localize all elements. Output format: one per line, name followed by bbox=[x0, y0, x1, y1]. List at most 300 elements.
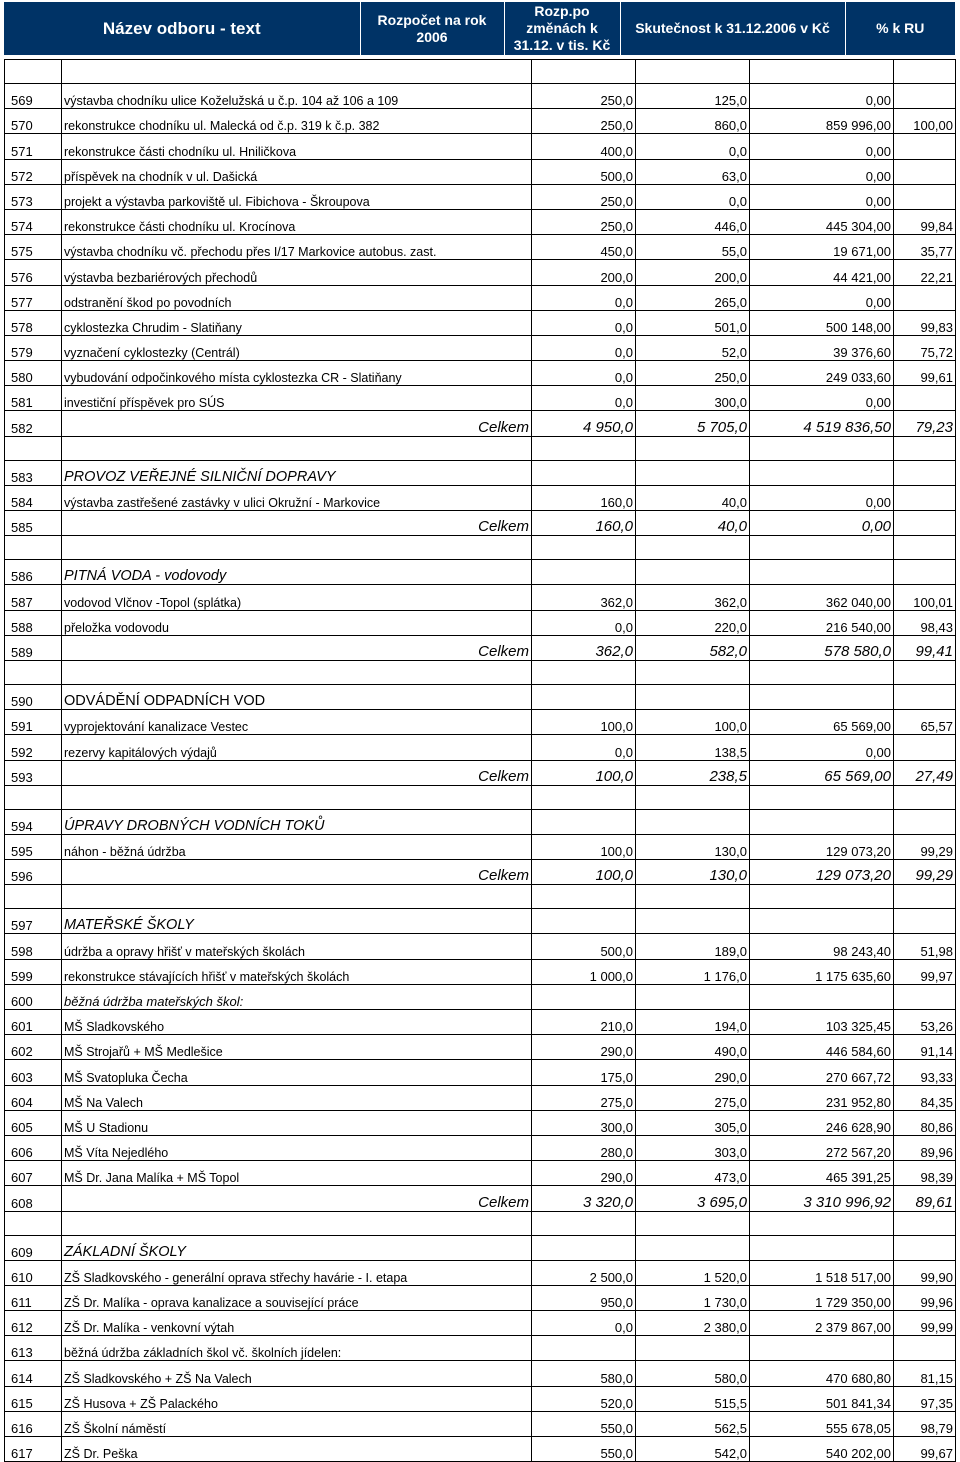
budget-value: 0,0 bbox=[532, 1311, 636, 1336]
row-number: 570 bbox=[5, 109, 62, 134]
table-row bbox=[5, 159, 956, 184]
pct-value bbox=[894, 84, 956, 109]
actual-value: 129 073,20 bbox=[750, 860, 894, 885]
row-number: 612 bbox=[5, 1311, 62, 1336]
row-text: údržba a opravy hřišť v mateřských školách bbox=[62, 934, 532, 959]
actual-value: 129 073,20 bbox=[750, 834, 894, 859]
table-row bbox=[5, 235, 956, 260]
row-text: náhon - běžná údržba bbox=[62, 834, 532, 859]
col-header-name: Název odboru - text bbox=[4, 2, 360, 55]
budget-value bbox=[532, 785, 636, 809]
row-number: 571 bbox=[5, 134, 62, 159]
changes-value: 1 176,0 bbox=[636, 959, 750, 984]
changes-value: 130,0 bbox=[636, 834, 750, 859]
changes-value: 860,0 bbox=[636, 109, 750, 134]
row-number: 602 bbox=[5, 1035, 62, 1060]
pct-value bbox=[894, 1211, 956, 1235]
changes-value: 1 730,0 bbox=[636, 1285, 750, 1310]
changes-value: 250,0 bbox=[636, 361, 750, 386]
actual-value bbox=[750, 809, 894, 834]
changes-value bbox=[636, 60, 750, 84]
budget-value: 0,0 bbox=[532, 735, 636, 760]
table-header bbox=[4, 2, 955, 55]
changes-value bbox=[636, 785, 750, 809]
budget-value bbox=[532, 1235, 636, 1260]
actual-value: 246 628,90 bbox=[750, 1110, 894, 1135]
table-row bbox=[5, 260, 956, 285]
row-number: 606 bbox=[5, 1135, 62, 1160]
changes-value: 580,0 bbox=[636, 1361, 750, 1386]
budget-value: 250,0 bbox=[532, 109, 636, 134]
section-row bbox=[5, 684, 956, 709]
changes-value: 446,0 bbox=[636, 209, 750, 234]
actual-value: 19 671,00 bbox=[750, 235, 894, 260]
spacer-row bbox=[5, 436, 956, 460]
pct-value bbox=[894, 60, 956, 84]
actual-value: 1 518 517,00 bbox=[750, 1260, 894, 1285]
row-number: 601 bbox=[5, 1010, 62, 1035]
table-row bbox=[5, 310, 956, 335]
table-row bbox=[5, 1361, 956, 1386]
pct-value bbox=[894, 134, 956, 159]
spacer-row bbox=[5, 885, 956, 909]
row-text: výstavba zastřešené zastávky v ulici Okružní - Markovice bbox=[62, 485, 532, 510]
row-number bbox=[5, 536, 62, 560]
row-number: 614 bbox=[5, 1361, 62, 1386]
changes-value: 303,0 bbox=[636, 1135, 750, 1160]
row-number bbox=[5, 436, 62, 460]
actual-value bbox=[750, 460, 894, 485]
budget-value: 210,0 bbox=[532, 1010, 636, 1035]
spacer-row bbox=[5, 660, 956, 684]
pct-value: 99,61 bbox=[894, 361, 956, 386]
row-text: ZŠ Dr. Peška bbox=[62, 1437, 532, 1462]
budget-value bbox=[532, 1336, 636, 1361]
table-row bbox=[5, 934, 956, 959]
actual-value: 103 325,45 bbox=[750, 1010, 894, 1035]
row-number: 616 bbox=[5, 1411, 62, 1436]
row-number: 576 bbox=[5, 260, 62, 285]
changes-value: 130,0 bbox=[636, 860, 750, 885]
section-row bbox=[5, 1235, 956, 1260]
row-number: 617 bbox=[5, 1437, 62, 1462]
table-row bbox=[5, 1311, 956, 1336]
row-number: 584 bbox=[5, 485, 62, 510]
actual-value bbox=[750, 660, 894, 684]
table-row bbox=[5, 1161, 956, 1186]
budget-value: 100,0 bbox=[532, 834, 636, 859]
budget-value bbox=[532, 436, 636, 460]
row-number: 607 bbox=[5, 1161, 62, 1186]
table-row bbox=[5, 485, 956, 510]
col-header-actual: Skutečnost k 31.12.2006 v Kč bbox=[620, 2, 845, 55]
row-number: 615 bbox=[5, 1386, 62, 1411]
actual-value: 231 952,80 bbox=[750, 1085, 894, 1110]
table-row bbox=[5, 1060, 956, 1085]
actual-value bbox=[750, 909, 894, 934]
pct-value bbox=[894, 436, 956, 460]
table-row bbox=[5, 735, 956, 760]
table-row bbox=[5, 1336, 956, 1361]
row-text: vybudování odpočinkového místa cyklostezka CR - Slatiňany bbox=[62, 361, 532, 386]
pct-value bbox=[894, 386, 956, 411]
row-text: MŠ Dr. Jana Malíka + MŠ Topol bbox=[62, 1161, 532, 1186]
table-row bbox=[5, 710, 956, 735]
table-row bbox=[5, 610, 956, 635]
budget-value bbox=[532, 684, 636, 709]
row-number: 595 bbox=[5, 834, 62, 859]
row-number: 596 bbox=[5, 860, 62, 885]
budget-value: 290,0 bbox=[532, 1035, 636, 1060]
actual-value: 0,00 bbox=[750, 735, 894, 760]
row-text: rekonstrukce chodníku ul. Malecká od č.p. 319 k č.p. 382 bbox=[62, 109, 532, 134]
changes-value: 100,0 bbox=[636, 710, 750, 735]
changes-value: 542,0 bbox=[636, 1437, 750, 1462]
budget-value bbox=[532, 885, 636, 909]
total-row bbox=[5, 1186, 956, 1211]
budget-value: 100,0 bbox=[532, 760, 636, 785]
changes-value: 501,0 bbox=[636, 310, 750, 335]
total-row bbox=[5, 760, 956, 785]
actual-value: 578 580,0 bbox=[750, 635, 894, 660]
row-number: 579 bbox=[5, 335, 62, 360]
budget-value: 362,0 bbox=[532, 585, 636, 610]
row-text: Celkem bbox=[62, 635, 532, 660]
changes-value: 63,0 bbox=[636, 159, 750, 184]
pct-value bbox=[894, 785, 956, 809]
pct-value: 89,61 bbox=[894, 1186, 956, 1211]
row-number: 580 bbox=[5, 361, 62, 386]
budget-value bbox=[532, 660, 636, 684]
budget-value bbox=[532, 909, 636, 934]
changes-value: 490,0 bbox=[636, 1035, 750, 1060]
pct-value: 99,90 bbox=[894, 1260, 956, 1285]
row-number: 611 bbox=[5, 1285, 62, 1310]
actual-value: 270 667,72 bbox=[750, 1060, 894, 1085]
pct-value bbox=[894, 1336, 956, 1361]
table-row bbox=[5, 1386, 956, 1411]
changes-value: 362,0 bbox=[636, 585, 750, 610]
budget-value: 0,0 bbox=[532, 335, 636, 360]
budget-value: 500,0 bbox=[532, 159, 636, 184]
table-row bbox=[5, 84, 956, 109]
row-number: 613 bbox=[5, 1336, 62, 1361]
row-text bbox=[62, 885, 532, 909]
changes-value: 3 695,0 bbox=[636, 1186, 750, 1211]
row-number: 572 bbox=[5, 159, 62, 184]
budget-value: 0,0 bbox=[532, 310, 636, 335]
row-number: 605 bbox=[5, 1110, 62, 1135]
row-text: Celkem bbox=[62, 760, 532, 785]
pct-value: 53,26 bbox=[894, 1010, 956, 1035]
row-text: přeložka vodovodu bbox=[62, 610, 532, 635]
actual-value bbox=[750, 1211, 894, 1235]
row-text: vyznačení cyklostezky (Centrál) bbox=[62, 335, 532, 360]
changes-value bbox=[636, 1211, 750, 1235]
row-text: příspěvek na chodník v ul. Dašická bbox=[62, 159, 532, 184]
row-number: 577 bbox=[5, 285, 62, 310]
pct-value bbox=[894, 809, 956, 834]
pct-value bbox=[894, 660, 956, 684]
actual-value bbox=[750, 1336, 894, 1361]
changes-value bbox=[636, 1336, 750, 1361]
row-text bbox=[62, 1211, 532, 1235]
row-text: běžná údržba mateřských škol: bbox=[62, 984, 532, 1009]
actual-value: 555 678,05 bbox=[750, 1411, 894, 1436]
row-text: ZŠ Sladkovského - generální oprava střechy havárie - I. etapa bbox=[62, 1260, 532, 1285]
actual-value: 216 540,00 bbox=[750, 610, 894, 635]
row-text: ZŠ Sladkovského + ZŠ Na Valech bbox=[62, 1361, 532, 1386]
changes-value bbox=[636, 684, 750, 709]
row-number: 592 bbox=[5, 735, 62, 760]
changes-value bbox=[636, 536, 750, 560]
budget-value: 500,0 bbox=[532, 934, 636, 959]
row-text: MŠ U Stadionu bbox=[62, 1110, 532, 1135]
budget-value: 3 320,0 bbox=[532, 1186, 636, 1211]
row-text: ZŠ Dr. Malíka - venkovní výtah bbox=[62, 1311, 532, 1336]
pct-value bbox=[894, 285, 956, 310]
pct-value bbox=[894, 735, 956, 760]
changes-value: 238,5 bbox=[636, 760, 750, 785]
actual-value: 2 379 867,00 bbox=[750, 1311, 894, 1336]
table-row bbox=[5, 1110, 956, 1135]
actual-value bbox=[750, 560, 894, 585]
budget-value: 362,0 bbox=[532, 635, 636, 660]
changes-value bbox=[636, 909, 750, 934]
row-text: výstavba chodníku vč. přechodu přes I/17 Markovice autobus. zast. bbox=[62, 235, 532, 260]
total-row bbox=[5, 411, 956, 436]
spacer-row bbox=[5, 1211, 956, 1235]
budget-value: 550,0 bbox=[532, 1411, 636, 1436]
actual-value: 65 569,00 bbox=[750, 760, 894, 785]
table-row bbox=[5, 959, 956, 984]
actual-value: 0,00 bbox=[750, 84, 894, 109]
actual-value: 0,00 bbox=[750, 285, 894, 310]
row-text: ÚPRAVY DROBNÝCH VODNÍCH TOKŮ bbox=[62, 809, 532, 834]
pct-value bbox=[894, 885, 956, 909]
col-header-pct: % k RU bbox=[845, 2, 955, 55]
pct-value: 93,33 bbox=[894, 1060, 956, 1085]
changes-value: 138,5 bbox=[636, 735, 750, 760]
actual-value: 500 148,00 bbox=[750, 310, 894, 335]
actual-value: 0,00 bbox=[750, 184, 894, 209]
row-text bbox=[62, 785, 532, 809]
changes-value: 200,0 bbox=[636, 260, 750, 285]
pct-value: 98,39 bbox=[894, 1161, 956, 1186]
pct-value: 98,79 bbox=[894, 1411, 956, 1436]
row-text: MŠ Svatopluka Čecha bbox=[62, 1060, 532, 1085]
actual-value bbox=[750, 536, 894, 560]
budget-value: 100,0 bbox=[532, 860, 636, 885]
budget-value: 520,0 bbox=[532, 1386, 636, 1411]
table-row bbox=[5, 209, 956, 234]
changes-value: 125,0 bbox=[636, 84, 750, 109]
row-text: ZŠ Dr. Malíka - oprava kanalizace a související práce bbox=[62, 1285, 532, 1310]
actual-value: 0,00 bbox=[750, 134, 894, 159]
budget-value: 550,0 bbox=[532, 1437, 636, 1462]
changes-value: 220,0 bbox=[636, 610, 750, 635]
actual-value: 362 040,00 bbox=[750, 585, 894, 610]
row-text: MATEŘSKÉ ŠKOLY bbox=[62, 909, 532, 934]
section-row bbox=[5, 460, 956, 485]
budget-value: 100,0 bbox=[532, 710, 636, 735]
actual-value: 4 519 836,50 bbox=[750, 411, 894, 436]
row-number: 610 bbox=[5, 1260, 62, 1285]
pct-value: 84,35 bbox=[894, 1085, 956, 1110]
changes-value bbox=[636, 885, 750, 909]
row-text bbox=[62, 536, 532, 560]
pct-value: 99,83 bbox=[894, 310, 956, 335]
pct-value: 99,29 bbox=[894, 834, 956, 859]
table-row bbox=[5, 1085, 956, 1110]
changes-value: 2 380,0 bbox=[636, 1311, 750, 1336]
changes-value: 290,0 bbox=[636, 1060, 750, 1085]
spacer-row bbox=[5, 536, 956, 560]
row-text: rekonstrukce části chodníku ul. Hniličkova bbox=[62, 134, 532, 159]
table-row bbox=[5, 335, 956, 360]
pct-value: 99,84 bbox=[894, 209, 956, 234]
total-row bbox=[5, 511, 956, 536]
actual-value: 445 304,00 bbox=[750, 209, 894, 234]
row-text bbox=[62, 436, 532, 460]
budget-value bbox=[532, 809, 636, 834]
row-text: výstavba bezbariérových přechodů bbox=[62, 260, 532, 285]
budget-table bbox=[4, 59, 956, 1462]
pct-value: 99,99 bbox=[894, 1311, 956, 1336]
row-text: vyprojektování kanalizace Vestec bbox=[62, 710, 532, 735]
actual-value bbox=[750, 785, 894, 809]
row-text: rekonstrukce části chodníku ul. Krocínova bbox=[62, 209, 532, 234]
row-text bbox=[62, 60, 532, 84]
pct-value: 99,97 bbox=[894, 959, 956, 984]
row-text: investiční příspěvek pro SÚS bbox=[62, 386, 532, 411]
budget-value: 1 000,0 bbox=[532, 959, 636, 984]
changes-value bbox=[636, 560, 750, 585]
changes-value: 562,5 bbox=[636, 1411, 750, 1436]
changes-value: 473,0 bbox=[636, 1161, 750, 1186]
budget-value: 450,0 bbox=[532, 235, 636, 260]
pct-value: 91,14 bbox=[894, 1035, 956, 1060]
changes-value bbox=[636, 984, 750, 1009]
pct-value bbox=[894, 684, 956, 709]
row-text: ZŠ Husova + ZŠ Palackého bbox=[62, 1386, 532, 1411]
pct-value: 99,41 bbox=[894, 635, 956, 660]
actual-value: 501 841,34 bbox=[750, 1386, 894, 1411]
row-number: 578 bbox=[5, 310, 62, 335]
row-number: 573 bbox=[5, 184, 62, 209]
actual-value: 39 376,60 bbox=[750, 335, 894, 360]
table-row bbox=[5, 585, 956, 610]
pct-value: 35,77 bbox=[894, 235, 956, 260]
pct-value: 99,96 bbox=[894, 1285, 956, 1310]
pct-value: 79,23 bbox=[894, 411, 956, 436]
actual-value: 465 391,25 bbox=[750, 1161, 894, 1186]
table-row bbox=[5, 1010, 956, 1035]
row-text: cyklostezka Chrudim - Slatiňany bbox=[62, 310, 532, 335]
actual-value bbox=[750, 436, 894, 460]
actual-value: 540 202,00 bbox=[750, 1437, 894, 1462]
changes-value: 275,0 bbox=[636, 1085, 750, 1110]
pct-value bbox=[894, 460, 956, 485]
row-number: 575 bbox=[5, 235, 62, 260]
actual-value bbox=[750, 684, 894, 709]
actual-value: 44 421,00 bbox=[750, 260, 894, 285]
budget-value: 0,0 bbox=[532, 285, 636, 310]
row-number: 569 bbox=[5, 84, 62, 109]
pct-value: 100,00 bbox=[894, 109, 956, 134]
changes-value: 52,0 bbox=[636, 335, 750, 360]
actual-value: 65 569,00 bbox=[750, 710, 894, 735]
changes-value: 5 705,0 bbox=[636, 411, 750, 436]
row-number: 608 bbox=[5, 1186, 62, 1211]
row-number: 591 bbox=[5, 710, 62, 735]
total-row bbox=[5, 860, 956, 885]
row-number: 585 bbox=[5, 511, 62, 536]
budget-value: 0,0 bbox=[532, 361, 636, 386]
section-row bbox=[5, 560, 956, 585]
row-text: MŠ Strojařů + MŠ Medlešice bbox=[62, 1035, 532, 1060]
row-text: PROVOZ VEŘEJNÉ SILNIČNÍ DOPRAVY bbox=[62, 460, 532, 485]
row-number: 588 bbox=[5, 610, 62, 635]
row-number: 583 bbox=[5, 460, 62, 485]
row-number bbox=[5, 660, 62, 684]
actual-value: 1 175 635,60 bbox=[750, 959, 894, 984]
changes-value: 515,5 bbox=[636, 1386, 750, 1411]
spacer-row bbox=[5, 60, 956, 84]
row-text: běžná údržba základních škol vč. školních jídelen: bbox=[62, 1336, 532, 1361]
budget-value bbox=[532, 984, 636, 1009]
actual-value: 0,00 bbox=[750, 485, 894, 510]
actual-value bbox=[750, 984, 894, 1009]
budget-value: 160,0 bbox=[532, 485, 636, 510]
table-row bbox=[5, 1035, 956, 1060]
row-number: 589 bbox=[5, 635, 62, 660]
budget-value: 2 500,0 bbox=[532, 1260, 636, 1285]
budget-value: 275,0 bbox=[532, 1085, 636, 1110]
budget-value: 160,0 bbox=[532, 511, 636, 536]
row-text: projekt a výstavba parkoviště ul. Fibichova - Škroupova bbox=[62, 184, 532, 209]
budget-value: 950,0 bbox=[532, 1285, 636, 1310]
row-number: 600 bbox=[5, 984, 62, 1009]
row-text: rekonstrukce stávajících hřišť v mateřských školách bbox=[62, 959, 532, 984]
changes-value: 0,0 bbox=[636, 134, 750, 159]
pct-value bbox=[894, 984, 956, 1009]
pct-value bbox=[894, 909, 956, 934]
actual-value: 0,00 bbox=[750, 511, 894, 536]
row-text: rezervy kapitálových výdajů bbox=[62, 735, 532, 760]
pct-value: 89,96 bbox=[894, 1135, 956, 1160]
row-text: Celkem bbox=[62, 411, 532, 436]
budget-value: 200,0 bbox=[532, 260, 636, 285]
budget-value: 250,0 bbox=[532, 209, 636, 234]
budget-value: 280,0 bbox=[532, 1135, 636, 1160]
row-number: 590 bbox=[5, 684, 62, 709]
pct-value: 75,72 bbox=[894, 335, 956, 360]
changes-value: 300,0 bbox=[636, 386, 750, 411]
row-number: 604 bbox=[5, 1085, 62, 1110]
row-number: 598 bbox=[5, 934, 62, 959]
table-row bbox=[5, 1135, 956, 1160]
changes-value bbox=[636, 1235, 750, 1260]
budget-value: 400,0 bbox=[532, 134, 636, 159]
table-row bbox=[5, 1411, 956, 1436]
budget-value: 175,0 bbox=[532, 1060, 636, 1085]
budget-value bbox=[532, 560, 636, 585]
budget-value: 0,0 bbox=[532, 610, 636, 635]
table-row bbox=[5, 109, 956, 134]
pct-value: 97,35 bbox=[894, 1386, 956, 1411]
pct-value bbox=[894, 560, 956, 585]
